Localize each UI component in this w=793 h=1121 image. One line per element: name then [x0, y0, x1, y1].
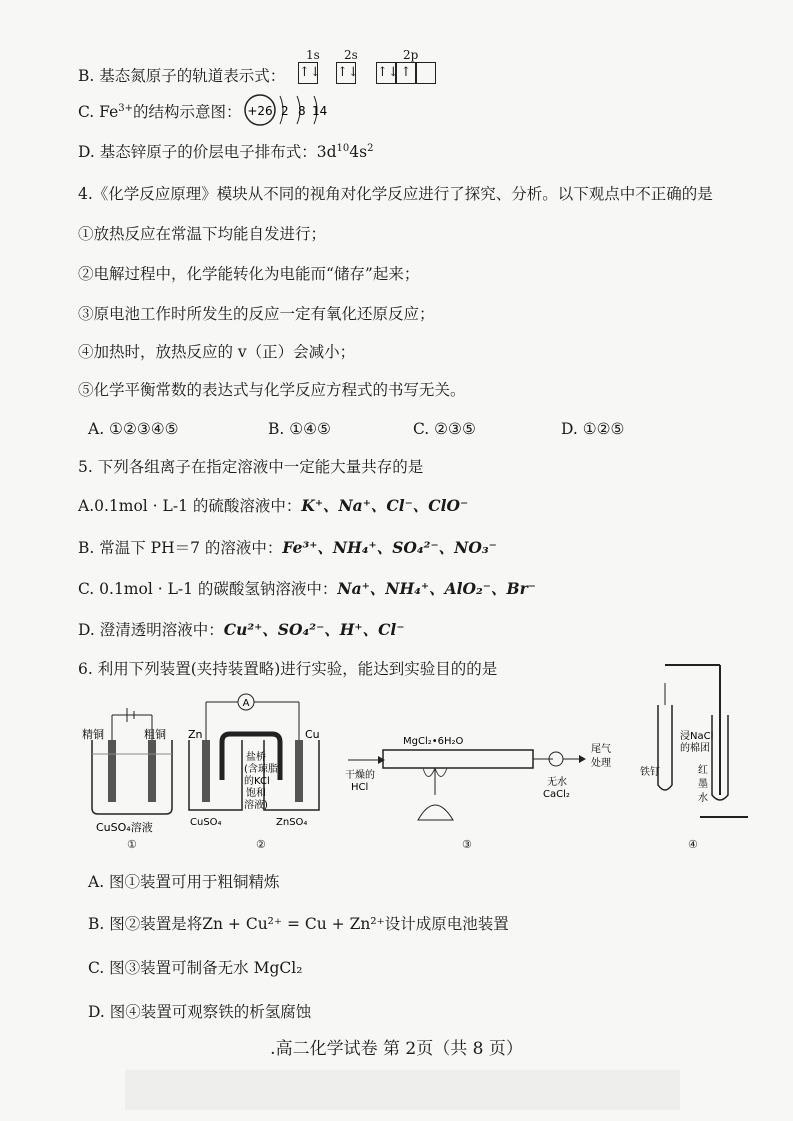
figure-3-number: ③ [462, 838, 472, 851]
orbital-1s-box: ↑↓ [298, 62, 318, 84]
svg-text:水: 水 [698, 793, 708, 804]
svg-text:无水: 无水 [547, 777, 567, 788]
q4-item-1: ①放热反应在常温下均能自发进行； [78, 225, 327, 243]
svg-text:红: 红 [698, 765, 708, 776]
q4-option-d: D. ①②⑤ [561, 420, 625, 438]
q6-option-d: D. 图④装置可观察铁的析氢腐蚀 [88, 1003, 312, 1021]
svg-text:CuSO₄溶液: CuSO₄溶液 [96, 821, 153, 834]
svg-text:粗铜: 粗铜 [144, 728, 166, 741]
q4-item-5: ⑤化学平衡常数的表达式与化学反应方程式的书写无关。 [78, 381, 466, 399]
q5-option-a: A.0.1mol · L-1 的硫酸溶液中：K⁺、Na⁺、Cl⁻、ClO⁻ [78, 496, 469, 515]
svg-text:溶液): 溶液) [244, 800, 268, 811]
orbital-label-2p: 2p [403, 48, 419, 62]
q3-option-c: C. $Fe^{3+}$的结构示意图： [78, 102, 242, 121]
svg-text:MgCl₂•6H₂O: MgCl₂•6H₂O [403, 736, 464, 747]
fe3-structure-diagram [240, 90, 340, 132]
svg-text:铁钉: 铁钉 [640, 767, 660, 778]
svg-text:(含琼脂: (含琼脂 [244, 764, 278, 775]
q4-option-b: B. ①④⑤ [268, 420, 331, 438]
q4-option-c: C. ②③⑤ [413, 420, 476, 438]
svg-text:ZnSO₄: ZnSO₄ [276, 817, 308, 828]
svg-text:Cu: Cu [305, 728, 320, 741]
shell-2-count: 8 [298, 104, 306, 118]
orbital-2p-boxes: ↑↓ ↑ [376, 62, 436, 84]
page-footer: .高二化学试卷 第 2页（共 8 页） [270, 1039, 523, 1059]
figure-1-number: ① [127, 838, 137, 851]
figure-3-dehydration-setup [343, 690, 623, 840]
q4-item-4: ④加热时，放热反应的 v（正）会减小； [78, 343, 356, 361]
svg-text:盐桥: 盐桥 [246, 752, 266, 763]
svg-text:的棉团: 的棉团 [680, 743, 710, 754]
figure-1-electrolysis [82, 690, 182, 840]
q3-option-d: D. 基态锌原子的价层电子排布式：$3d^{10}4s^2$ [78, 142, 374, 161]
svg-text:干燥的: 干燥的 [345, 770, 375, 781]
svg-text:CaCl₂: CaCl₂ [543, 789, 570, 800]
q4-options [88, 420, 624, 438]
q5-option-c: C. 0.1mol · L-1 的碳酸氢钠溶液中：Na⁺、NH₄⁺、AlO₂⁻、Br⁻ [78, 579, 536, 598]
svg-text:尾气: 尾气 [591, 744, 611, 755]
q5-option-b: B. 常温下 PH＝7 的溶液中：Fe³⁺、NH₄⁺、SO₄²⁻、NO₃⁻ [78, 538, 497, 557]
q4-stem: 4.《化学反应原理》模块从不同的视角对化学反应进行了探究、分析。以下观点中不正确的是 [78, 185, 713, 203]
q6-option-b: B. 图②装置是将Zn + Cu²⁺ = Cu + Zn²⁺设计成原电池装置 [88, 915, 509, 933]
q4-item-3: ③原电池工作时所发生的反应一定有氧化还原反应； [78, 305, 435, 323]
figure-4-corrosion-setup [640, 655, 750, 825]
svg-text:浸NaCl: 浸NaCl [680, 731, 714, 742]
orbital-2s-box: ↑↓ [336, 62, 356, 84]
svg-text:饱和: 饱和 [246, 788, 266, 799]
svg-text:精铜: 精铜 [82, 728, 104, 741]
q4-option-a: A. ①②③④⑤ [88, 420, 179, 438]
svg-text:墨: 墨 [698, 779, 708, 790]
shell-1-count: 2 [281, 104, 289, 118]
orbital-label-2s: 2s [344, 48, 358, 62]
q3-option-b [78, 64, 285, 86]
orbital-label-1s: 1s [306, 48, 320, 62]
svg-text:CuSO₄: CuSO₄ [190, 817, 222, 828]
svg-text:处理: 处理 [591, 758, 611, 769]
figure-2-galvanic-cell [184, 690, 334, 840]
q6-option-a: A. 图①装置可用于粗铜精炼 [88, 873, 280, 891]
svg-text:的KCl: 的KCl [244, 776, 270, 787]
q5-option-d: D. 澄清透明溶液中：Cu²⁺、SO₄²⁻、H⁺、Cl⁻ [78, 620, 405, 639]
q6-option-c: C. 图③装置可制备无水 MgCl₂ [88, 959, 303, 977]
q4-item-2: ②电解过程中，化学能转化为电能而“储存”起来； [78, 265, 420, 283]
scan-band [125, 1070, 680, 1110]
q5-stem: 5. 下列各组离子在指定溶液中一定能大量共存的是 [78, 458, 424, 476]
figure-2-number: ② [256, 838, 266, 851]
option-b-text: B. 基态氮原子的轨道表示式： [78, 67, 286, 85]
svg-text:A: A [242, 698, 250, 709]
nucleus-charge: +26 [247, 104, 273, 118]
figure-4-number: ④ [688, 838, 698, 851]
svg-text:Zn: Zn [188, 728, 203, 741]
svg-text:HCl: HCl [351, 782, 369, 793]
shell-3-count: 14 [312, 104, 328, 118]
q6-stem: 6. 利用下列装置(夹持装置略)进行实验，能达到实验目的的是 [78, 660, 498, 678]
